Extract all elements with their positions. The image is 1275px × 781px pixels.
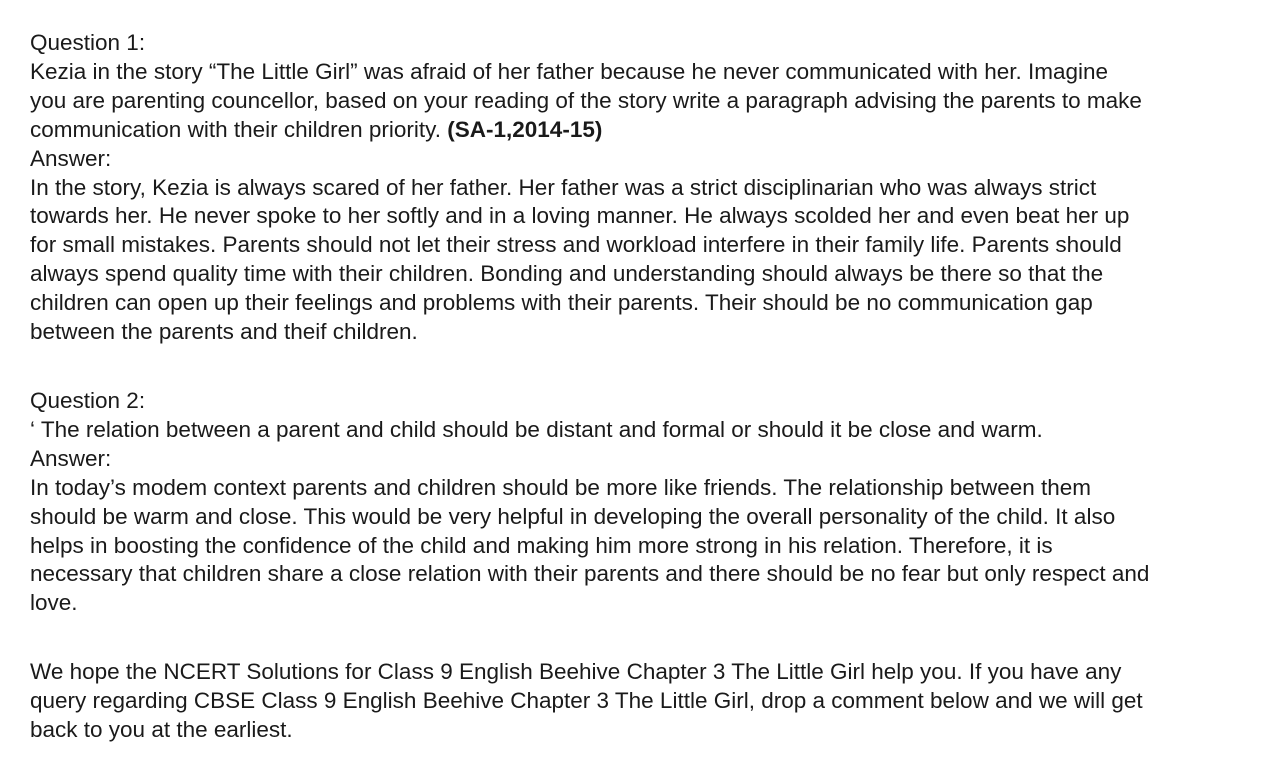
closing-text-line: We hope the NCERT Solutions for Class 9 English Beehive Chapter 3 The Little Girl help you. If you have any	[30, 659, 1122, 685]
closing-paragraph	[30, 658, 1275, 745]
question-1-text-line: you are parenting councellor, based on your reading of the story write a paragraph advising the parents to make	[30, 87, 1142, 113]
answer-1-text-line: for small mistakes. Parents should not let their stress and workload interfere in their family life. Parents should	[30, 232, 1122, 258]
question-1-block	[30, 29, 1275, 347]
question-1-text-line-last	[30, 116, 1275, 145]
question-1-text-line: Kezia in the story “The Little Girl” was afraid of her father because he never communicated with her. Imagine	[30, 58, 1109, 84]
question-2-heading: Question 2:	[30, 387, 146, 413]
question-1-text-line: communication with their children priority.	[30, 116, 441, 142]
section-spacer	[30, 618, 1275, 658]
answer-1-text-line: towards her. He never spoke to her softly and in a loving manner. He always scolded her and even beat her up	[30, 203, 1130, 229]
answer-2-text-line: helps in boosting the confidence of the child and making him more strong in his relation. Therefore, it is	[30, 532, 1053, 558]
question-2-text-line: ‘ The relation between a parent and child should be distant and formal or should it be close and warm.	[30, 416, 1043, 442]
answer-2-heading: Answer:	[30, 445, 112, 471]
answer-2-text-line: should be warm and close. This would be very helpful in developing the overall personality of the child. It also	[30, 503, 1116, 529]
section-spacer	[30, 347, 1275, 387]
closing-text-line: back to you at the earliest.	[30, 717, 293, 743]
answer-2-text-line: love.	[30, 590, 78, 616]
answer-1-text-line: always spend quality time with their children. Bonding and understanding should always be there so that the	[30, 261, 1104, 287]
answer-1-text-line: children can open up their feelings and problems with their parents. Their should be no communication gap	[30, 290, 1093, 316]
answer-1-heading: Answer:	[30, 145, 112, 171]
document-page	[30, 29, 1275, 745]
answer-1-text-line: between the parents and theif children.	[30, 319, 418, 345]
question-1-source: (SA-1,2014-15)	[447, 116, 603, 142]
closing-text-line: query regarding CBSE Class 9 English Beehive Chapter 3 The Little Girl, drop a comment below and we will get	[30, 688, 1143, 714]
question-1-heading: Question 1:	[30, 30, 146, 55]
question-2-block	[30, 387, 1275, 618]
answer-2-text-line: necessary that children share a close relation with their parents and there should be no fear but only respect and	[30, 561, 1150, 587]
answer-2-text-line: In today’s modem context parents and children should be more like friends. The relationship between them	[30, 474, 1092, 500]
answer-1-text-line: In the story, Kezia is always scared of her father. Her father was a strict disciplinarian who was always strict	[30, 174, 1097, 200]
